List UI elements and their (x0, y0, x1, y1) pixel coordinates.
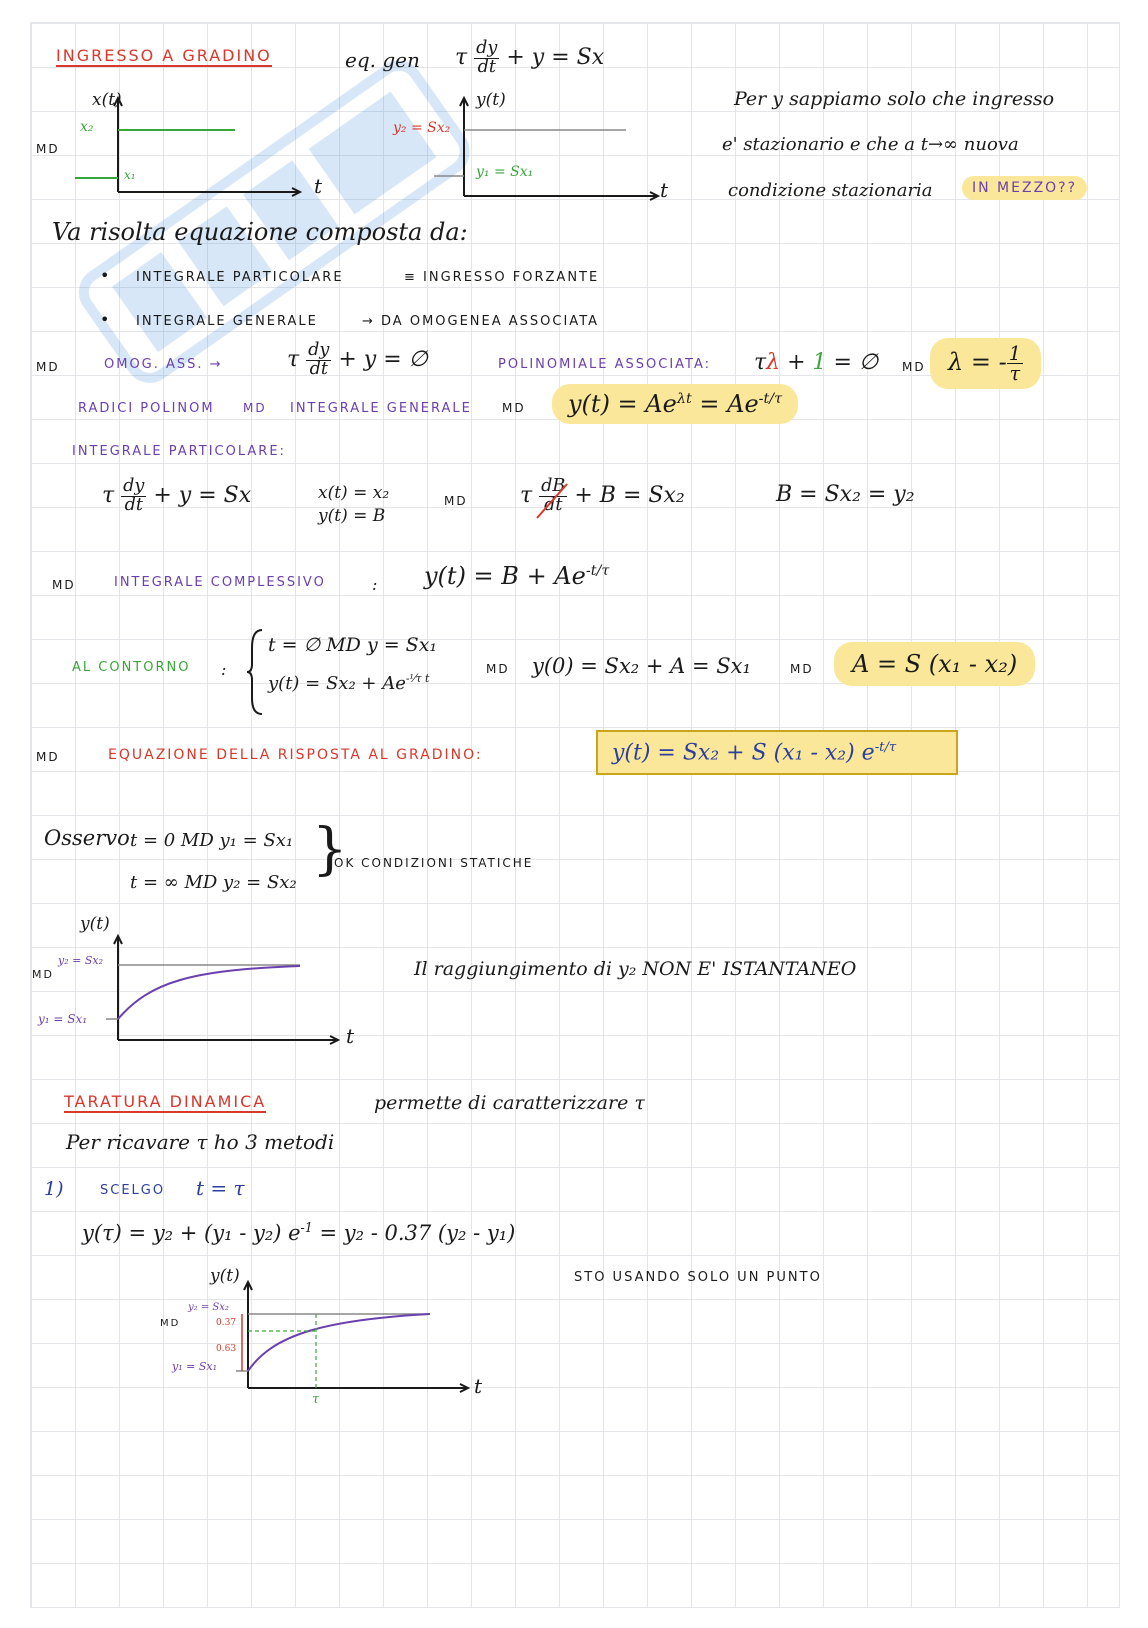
method1-eq: t = τ (196, 1176, 245, 1200)
graph4-d1: 0.37 (216, 1318, 237, 1328)
particular-cond2: y(t) = B (318, 506, 386, 526)
note-line2: e' stazionario e che a t→∞ nuova (722, 134, 1019, 155)
contorno-colon: : (221, 660, 227, 679)
particular-equation: τ $\frac{dy}{dt}$ + y = Sx (102, 476, 252, 515)
particular-cond1: x(t) = x₂ (318, 483, 390, 503)
graph4-d2: 0.63 (216, 1344, 237, 1354)
eq-label: eq. gen (345, 48, 420, 72)
contorno-md1: MD (486, 662, 510, 676)
contorno-md2: MD (790, 662, 814, 676)
bullet-2-b: → DA OMOGENEA ASSOCIATA (362, 314, 600, 329)
method1-num: 1) (44, 1178, 64, 1200)
graph4-xlabel: t (474, 1374, 483, 1398)
poly-equation: τλ + 1 = ∅ (754, 350, 879, 375)
response-graph (30, 930, 370, 1050)
graph3-prefix: MD (32, 968, 54, 981)
graph4-level-high: y₂ = Sx₂ (188, 1302, 229, 1313)
risposta-md: MD (36, 750, 60, 764)
bullet-2-a: INTEGRALE GENERALE (136, 314, 318, 329)
poly-label: POLINOMIALE ASSOCIATA: (498, 357, 712, 372)
omog-prefix: MD (36, 360, 60, 374)
graph1-level-high: x₂ (80, 119, 94, 135)
graph3-ylabel: y(t) (80, 914, 110, 934)
osservo-label: Osservo (44, 826, 130, 850)
graph4-prefix: MD (160, 1318, 181, 1329)
method1-formula: y(τ) = y₂ + (y₁ - y₂) $e^{-1} = y_2 - 0.37$ (y₂ - y₁) (82, 1220, 516, 1245)
general-equation: τ $\frac{dy}{dt}$ + y = Sx (455, 38, 605, 77)
section-title: INGRESSO A GRADINO (56, 46, 272, 65)
output-graph (420, 88, 680, 208)
graph3-level-high: y₂ = Sx₂ (58, 954, 103, 967)
general-integral-result: $y(t) = Ae^{\lambda t} = Ae^{-t/\tau}$ (552, 384, 798, 424)
highlight-in-mezzo: IN MEZZO?? (962, 176, 1087, 200)
method1-label: SCELGO (100, 1183, 166, 1198)
compl-label: INTEGRALE COMPLESSIVO (114, 575, 326, 590)
particular-eq2: τ $\frac{dB}{dt}$ + B = Sx₂ (520, 478, 685, 514)
graph2-level-high: y₂ = Sx₂ (393, 120, 451, 136)
contorno-brace (246, 628, 266, 716)
graph2-level-low: y₁ = Sx₁ (476, 164, 534, 180)
bullet-1-dot: • (100, 266, 110, 285)
graph1-ylabel: x(t) (92, 90, 122, 110)
graph1-xlabel: t (314, 174, 323, 198)
taratura-desc: permette di caratterizzare τ (374, 1092, 645, 1114)
poly-md: MD (902, 360, 926, 374)
lambda-result: λ = - $\frac{1}{\tau}$ (930, 338, 1041, 389)
compl-equation: $y(t) = B + Ae^{-t/\tau}$ (424, 562, 610, 590)
graph1-level-low: x₁ (124, 168, 136, 182)
particular-result: B = Sx₂ = y₂ (776, 482, 915, 507)
graph4-tau: τ (312, 1392, 320, 1407)
osservo-ok: OK CONDIZIONI STATICHE (334, 856, 534, 870)
bullet-1-a: INTEGRALE PARTICOLARE (136, 270, 344, 285)
risposta-equation: y(t) = Sx₂ + S (x₁ - x₂) $e^{-t/\tau}$ (596, 730, 958, 775)
note-line3: condizione stazionaria (728, 180, 933, 201)
risposta-label: EQUAZIONE DELLA RISPOSTA AL GRADINO: (108, 747, 483, 763)
osservo-brace: } (312, 817, 348, 882)
omog-equation: τ $\frac{dy}{dt}$ + y = ∅ (287, 340, 428, 379)
graph4-level-low: y₁ = Sx₁ (172, 1360, 217, 1373)
graph4-note: STO USANDO SOLO UN PUNTO (574, 1270, 822, 1285)
graph2-xlabel: t (660, 178, 669, 202)
bullet-2-dot: • (100, 310, 110, 329)
osservo-l2: t = ∞ MD y₂ = Sx₂ (130, 872, 297, 893)
strike-mark (535, 480, 569, 520)
contorno-eq: y(0) = Sx₂ + A = Sx₁ (532, 654, 751, 678)
radici-label: RADICI POLINOM (78, 401, 215, 416)
taratura-l2: Per ricavare τ ho 3 metodi (66, 1130, 335, 1154)
solve-intro: Va risolta equazione composta da: (52, 218, 468, 246)
graph3-xlabel: t (346, 1024, 355, 1048)
omog-label: OMOG. ASS. → (104, 357, 223, 372)
compl-colon: : (372, 575, 378, 594)
radici-label2: INTEGRALE GENERALE (290, 401, 472, 416)
tau-graph (150, 1276, 490, 1426)
compl-md: MD (52, 578, 76, 592)
graph3-note: Il raggiungimento di y₂ NON E' ISTANTANEO (414, 958, 857, 980)
particular-label: INTEGRALE PARTICOLARE: (72, 444, 286, 459)
taratura-title: TARATURA DINAMICA (64, 1092, 267, 1111)
note-line1: Per y sappiamo solo che ingresso (734, 88, 1055, 110)
contorno-c1: t = ∅ MD y = Sx₁ (268, 634, 438, 656)
graph3-level-low: y₁ = Sx₁ (38, 1012, 88, 1026)
bullet-1-b: ≡ INGRESSO FORZANTE (404, 270, 600, 285)
osservo-l1: t = 0 MD y₁ = Sx₁ (130, 830, 294, 851)
graph2-ylabel: y(t) (476, 90, 506, 110)
graph1-prefix: MD (36, 142, 60, 156)
contorno-result: A = S (x₁ - x₂) (834, 642, 1035, 686)
particular-md: MD (444, 494, 468, 508)
radici-md2: MD (502, 401, 526, 415)
input-step-graph (30, 88, 330, 208)
graph4-ylabel: y(t) (210, 1266, 240, 1286)
contorno-c2: $y(t) = Sx_2 + Ae^{-^1⁄\tau t}$ (268, 672, 430, 694)
contorno-label: AL CONTORNO (72, 660, 191, 675)
radici-md1: MD (243, 401, 267, 415)
